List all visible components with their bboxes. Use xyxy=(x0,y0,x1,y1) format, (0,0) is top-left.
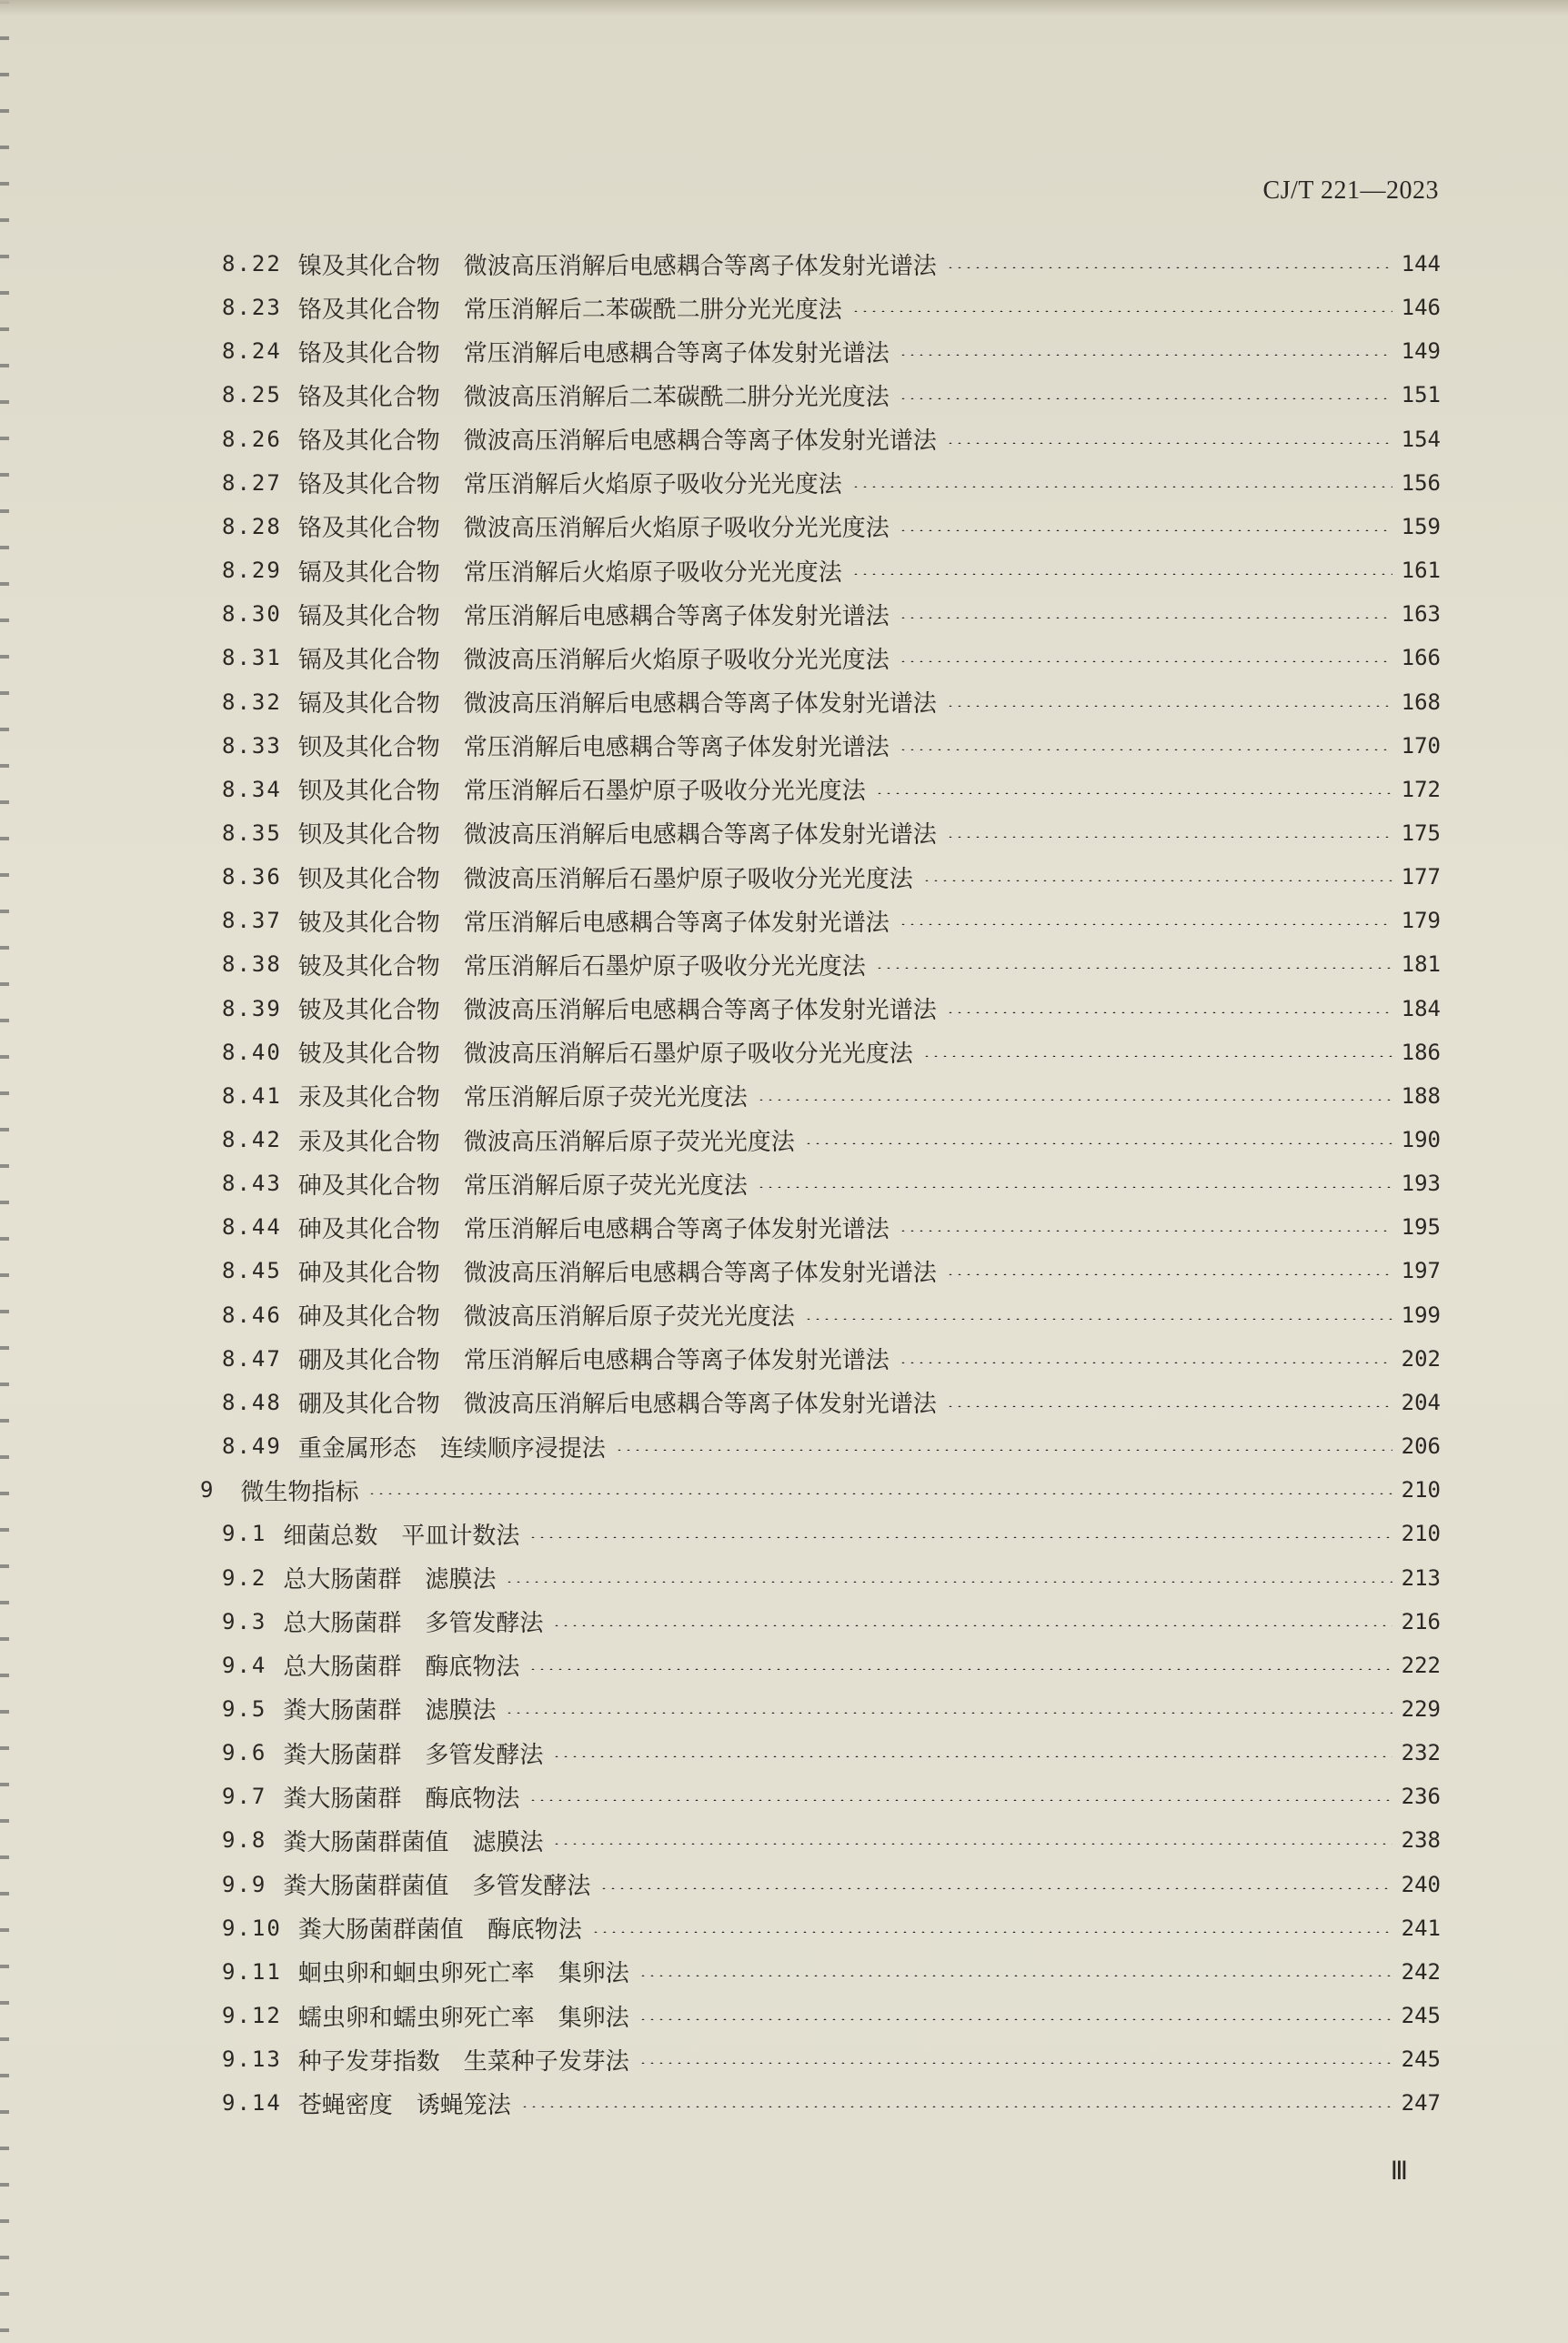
toc-dot-leader xyxy=(615,1449,1392,1451)
toc-entry-page: 149 xyxy=(1401,338,1441,365)
toc-entry-title: 粪大肠菌群菌值 多管发酵法 xyxy=(283,1873,591,1901)
toc-dot-leader xyxy=(851,573,1392,575)
toc-dot-leader xyxy=(528,1668,1392,1670)
toc-dot-leader xyxy=(552,1624,1392,1626)
toc-entry-title: 铬及其化合物 常压消解后电感耦合等离子体发射光谱法 xyxy=(297,339,890,367)
toc-entry-number: 8.23 xyxy=(222,295,282,321)
toc-entry-page: 213 xyxy=(1401,1564,1441,1591)
toc-entry-page: 159 xyxy=(1401,513,1441,539)
toc-entry-page: 144 xyxy=(1401,251,1441,277)
toc-entry[interactable] xyxy=(222,1384,1441,1421)
toc-entry-number: 9.6 xyxy=(222,1740,267,1766)
toc-dot-leader xyxy=(946,1011,1392,1013)
toc-entry-title: 硼及其化合物 微波高压消解后电感耦合等离子体发射光谱法 xyxy=(297,1391,937,1419)
toc-entry-number: 8.28 xyxy=(222,513,282,539)
toc-entry-page: 188 xyxy=(1401,1082,1441,1109)
toc-entry-title: 细菌总数 平皿计数法 xyxy=(283,1522,520,1550)
toc-entry-page: 238 xyxy=(1401,1827,1441,1854)
standard-code: CJ/T 221—2023 xyxy=(1262,176,1439,205)
toc-entry[interactable] xyxy=(222,596,1441,632)
toc-entry[interactable] xyxy=(200,1472,1441,1508)
toc-entry-page: 240 xyxy=(1401,1871,1441,1897)
toc-entry[interactable] xyxy=(222,902,1441,939)
toc-entry-number: 8.47 xyxy=(222,1345,282,1372)
toc-entry-number: 8.30 xyxy=(222,601,282,628)
toc-entry[interactable] xyxy=(222,246,1441,282)
toc-entry-page: 210 xyxy=(1401,1521,1441,1547)
toc-entry-title: 铍及其化合物 微波高压消解后石墨炉原子吸收分光光度法 xyxy=(297,1041,913,1069)
toc-entry-title: 微生物指标 xyxy=(240,1478,359,1506)
toc-dot-leader xyxy=(505,1712,1392,1714)
toc-entry[interactable] xyxy=(222,815,1441,851)
toc-dot-leader xyxy=(875,967,1392,969)
toc-entry-number: 8.36 xyxy=(222,864,282,890)
toc-entry[interactable] xyxy=(222,2041,1441,2077)
toc-dot-leader xyxy=(922,1055,1392,1057)
toc-entry-title: 砷及其化合物 常压消解后原子荧光光度法 xyxy=(297,1172,748,1200)
toc-entry[interactable] xyxy=(222,465,1441,501)
toc-entry-page: 163 xyxy=(1401,601,1441,628)
toc-entry-page: 216 xyxy=(1401,1608,1441,1634)
toc-entry[interactable] xyxy=(222,1822,1441,1858)
toc-entry-number: 8.29 xyxy=(222,558,282,584)
toc-entry-page: 168 xyxy=(1401,689,1441,715)
toc-dot-leader xyxy=(946,705,1392,707)
toc-entry-number: 8.25 xyxy=(222,382,282,408)
toc-entry-title: 铬及其化合物 微波高压消解后二苯碳酰二肼分光光度法 xyxy=(297,383,890,411)
toc-dot-leader xyxy=(367,1493,1392,1494)
toc-entry-title: 铍及其化合物 常压消解后石墨炉原子吸收分光光度法 xyxy=(297,952,866,980)
toc-dot-leader xyxy=(638,2062,1392,2064)
toc-dot-leader xyxy=(875,792,1392,794)
toc-entry-page: 184 xyxy=(1401,995,1441,1021)
toc-entry-page: 236 xyxy=(1401,1784,1441,1810)
toc-entry-title: 铍及其化合物 微波高压消解后电感耦合等离子体发射光谱法 xyxy=(297,997,937,1025)
toc-dot-leader xyxy=(946,1273,1392,1275)
toc-entry-page: 181 xyxy=(1401,951,1441,978)
toc-entry-page: 156 xyxy=(1401,469,1441,496)
toc-entry[interactable] xyxy=(222,946,1441,982)
toc-dot-leader xyxy=(599,1887,1392,1889)
toc-dot-leader xyxy=(899,354,1392,356)
toc-entry-number: 8.44 xyxy=(222,1214,282,1241)
toc-entry-page: 186 xyxy=(1401,1039,1441,1065)
toc-entry[interactable] xyxy=(222,859,1441,895)
toc-entry-number: 8.49 xyxy=(222,1433,282,1460)
toc-dot-leader xyxy=(552,1755,1392,1757)
toc-entry-page: 222 xyxy=(1401,1652,1441,1678)
toc-entry-title: 钡及其化合物 常压消解后石墨炉原子吸收分光光度法 xyxy=(297,778,866,806)
toc-entry-number: 9.1 xyxy=(222,1521,267,1547)
toc-entry[interactable] xyxy=(222,639,1441,676)
toc-entry-number: 8.22 xyxy=(222,251,282,277)
toc-dot-leader xyxy=(638,1975,1392,1976)
toc-entry[interactable] xyxy=(222,1866,1441,1903)
toc-entry-title: 总大肠菌群 酶底物法 xyxy=(283,1654,520,1682)
toc-entry[interactable] xyxy=(222,728,1441,764)
toc-dot-leader xyxy=(804,1318,1392,1320)
toc-entry-number: 8.33 xyxy=(222,732,282,759)
toc-entry-number: 8.41 xyxy=(222,1082,282,1109)
toc-entry-number: 8.32 xyxy=(222,689,282,715)
toc-dot-leader xyxy=(946,442,1392,444)
toc-entry-page: 245 xyxy=(1401,2003,1441,2028)
toc-entry-number: 8.38 xyxy=(222,951,282,978)
toc-entry-title: 汞及其化合物 常压消解后原子荧光光度法 xyxy=(297,1084,748,1112)
toc-dot-leader xyxy=(899,617,1392,618)
toc-entry[interactable] xyxy=(222,1778,1441,1815)
toc-entry-page: 172 xyxy=(1401,776,1441,802)
toc-entry-number: 8.39 xyxy=(222,995,282,1021)
toc-entry-page: 204 xyxy=(1401,1389,1441,1415)
toc-entry[interactable] xyxy=(222,2085,1441,2121)
toc-entry-page: 241 xyxy=(1401,1915,1441,1941)
toc-entry-number: 9.8 xyxy=(222,1827,267,1854)
toc-entry-title: 钡及其化合物 微波高压消解后电感耦合等离子体发射光谱法 xyxy=(297,821,937,850)
toc-entry-title: 砷及其化合物 微波高压消解后原子荧光光度法 xyxy=(297,1303,795,1332)
toc-entry-page: 232 xyxy=(1401,1740,1441,1766)
toc-entry[interactable] xyxy=(222,1954,1441,1990)
toc-entry[interactable] xyxy=(222,1910,1441,1946)
toc-dot-leader xyxy=(520,2106,1392,2107)
toc-entry-title: 镉及其化合物 微波高压消解后火焰原子吸收分光光度法 xyxy=(297,646,890,674)
toc-entry-number: 8.46 xyxy=(222,1302,282,1328)
toc-entry-title: 钡及其化合物 微波高压消解后石墨炉原子吸收分光光度法 xyxy=(297,865,913,893)
toc-entry-title: 蛔虫卵和蛔虫卵死亡率 集卵法 xyxy=(297,1960,629,1988)
toc-entry-page: 170 xyxy=(1401,732,1441,759)
toc-entry[interactable] xyxy=(222,1515,1441,1552)
toc-dot-leader xyxy=(804,1142,1392,1144)
toc-entry-page: 210 xyxy=(1401,1477,1441,1503)
toc-entry-number: 8.37 xyxy=(222,908,282,934)
toc-entry-page: 179 xyxy=(1401,908,1441,934)
toc-entry-title: 镉及其化合物 常压消解后火焰原子吸收分光光度法 xyxy=(297,558,842,587)
toc-entry-number: 8.34 xyxy=(222,776,282,802)
toc-dot-leader xyxy=(757,1099,1392,1101)
toc-entry[interactable] xyxy=(222,771,1441,808)
toc-entry-number: 8.24 xyxy=(222,338,282,365)
toc-entry-title: 镉及其化合物 常压消解后电感耦合等离子体发射光谱法 xyxy=(297,602,890,630)
toc-entry-number: 8.40 xyxy=(222,1039,282,1065)
toc-entry-page: 229 xyxy=(1401,1695,1441,1722)
toc-entry-title: 粪大肠菌群 酶底物法 xyxy=(283,1785,520,1813)
toc-entry[interactable] xyxy=(222,1297,1441,1333)
toc-dot-leader xyxy=(899,1230,1392,1232)
toc-entry-page: 166 xyxy=(1401,645,1441,671)
toc-entry-number: 8.43 xyxy=(222,1171,282,1197)
toc-entry-title: 砷及其化合物 微波高压消解后电感耦合等离子体发射光谱法 xyxy=(297,1259,937,1287)
toc-entry-number: 9.13 xyxy=(222,2046,282,2073)
toc-dot-leader xyxy=(552,1843,1392,1845)
toc-entry-number: 9.4 xyxy=(222,1652,267,1678)
toc-dot-leader xyxy=(851,310,1392,312)
toc-entry[interactable] xyxy=(222,1428,1441,1464)
toc-entry-title: 镉及其化合物 微波高压消解后电感耦合等离子体发射光谱法 xyxy=(297,690,937,718)
toc-entry[interactable] xyxy=(222,421,1441,458)
toc-dot-leader xyxy=(591,1931,1392,1933)
toc-entry-number: 8.45 xyxy=(222,1258,282,1284)
toc-entry-title: 汞及其化合物 微波高压消解后原子荧光光度法 xyxy=(297,1128,795,1156)
toc-entry-number: 9.9 xyxy=(222,1871,267,1897)
toc-entry[interactable] xyxy=(222,990,1441,1027)
toc-dot-leader xyxy=(528,1536,1392,1538)
toc-entry-page: 154 xyxy=(1401,426,1441,452)
toc-entry[interactable] xyxy=(222,1078,1441,1114)
toc-entry-title: 铬及其化合物 微波高压消解后电感耦合等离子体发射光谱法 xyxy=(297,427,937,456)
toc-entry[interactable] xyxy=(222,1165,1441,1202)
toc-entry-number: 8.35 xyxy=(222,820,282,846)
toc-dot-leader xyxy=(946,266,1392,268)
toc-entry-title: 粪大肠菌群 滤膜法 xyxy=(283,1697,497,1725)
toc-entry-number: 9.12 xyxy=(222,2003,282,2028)
toc-dot-leader xyxy=(638,2018,1392,2020)
toc-entry[interactable] xyxy=(222,1691,1441,1727)
toc-entry-title: 砷及其化合物 常压消解后电感耦合等离子体发射光谱法 xyxy=(297,1215,890,1243)
toc-entry-title: 蠕虫卵和蠕虫卵死亡率 集卵法 xyxy=(297,2004,629,2032)
toc-entry-title: 苍蝇密度 诱蝇笼法 xyxy=(297,2091,511,2119)
toc-entry[interactable] xyxy=(222,1604,1441,1640)
toc-entry-title: 粪大肠菌群菌值 酶底物法 xyxy=(297,1916,582,1945)
toc-entry-number: 8.31 xyxy=(222,645,282,671)
toc-entry-page: 151 xyxy=(1401,382,1441,408)
toc-entry-number: 9.10 xyxy=(222,1915,282,1941)
toc-entry[interactable] xyxy=(222,684,1441,720)
toc-entry-page: 197 xyxy=(1401,1258,1441,1284)
toc-entry[interactable] xyxy=(222,1735,1441,1771)
page-number: Ⅲ xyxy=(1390,2157,1406,2186)
toc-entry-page: 195 xyxy=(1401,1214,1441,1241)
toc-entry-page: 247 xyxy=(1401,2090,1441,2117)
scan-shadow xyxy=(0,0,1568,16)
toc-entry-page: 245 xyxy=(1401,2046,1441,2073)
toc-dot-leader xyxy=(757,1186,1392,1188)
toc-entry-page: 175 xyxy=(1401,820,1441,846)
toc-dot-leader xyxy=(899,749,1392,750)
toc-entry[interactable] xyxy=(222,1647,1441,1684)
toc-dot-leader xyxy=(505,1581,1392,1583)
toc-entry-number: 8.26 xyxy=(222,426,282,452)
toc-entry-number: 9.7 xyxy=(222,1784,267,1810)
toc-entry[interactable] xyxy=(222,289,1441,326)
toc-entry[interactable] xyxy=(222,377,1441,413)
toc-entry-page: 202 xyxy=(1401,1345,1441,1372)
toc-entry-number: 9.11 xyxy=(222,1958,282,1985)
toc-entry[interactable] xyxy=(222,1997,1441,2034)
toc-entry-page: 242 xyxy=(1401,1958,1441,1985)
toc-entry-title: 总大肠菌群 滤膜法 xyxy=(283,1566,497,1594)
toc-entry-title: 镍及其化合物 微波高压消解后电感耦合等离子体发射光谱法 xyxy=(297,252,937,280)
toc-entry-number: 9.3 xyxy=(222,1608,267,1634)
toc-entry[interactable] xyxy=(222,1034,1441,1071)
toc-dot-leader xyxy=(922,880,1392,881)
toc-entry-page: 193 xyxy=(1401,1171,1441,1197)
toc-dot-leader xyxy=(899,529,1392,531)
toc-entry-title: 总大肠菌群 多管发酵法 xyxy=(283,1610,544,1638)
toc-entry-page: 177 xyxy=(1401,864,1441,890)
toc-entry-number: 9.2 xyxy=(222,1564,267,1591)
toc-entry-title: 钡及其化合物 常压消解后电感耦合等离子体发射光谱法 xyxy=(297,734,890,762)
toc-entry[interactable] xyxy=(222,1560,1441,1596)
toc-entry-title: 种子发芽指数 生菜种子发芽法 xyxy=(297,2047,629,2076)
toc-entry-number: 9.5 xyxy=(222,1695,267,1722)
toc-entry-title: 铬及其化合物 常压消解后二苯碳酰二肼分光光度法 xyxy=(297,296,842,324)
toc-entry-title: 粪大肠菌群菌值 滤膜法 xyxy=(283,1828,544,1856)
toc-dot-leader xyxy=(899,923,1392,925)
toc-entry[interactable] xyxy=(222,333,1441,369)
toc-entry-number: 9 xyxy=(200,1477,216,1503)
toc-entry-number: 8.27 xyxy=(222,469,282,496)
toc-entry-title: 粪大肠菌群 多管发酵法 xyxy=(283,1741,544,1769)
toc-entry-page: 190 xyxy=(1401,1127,1441,1152)
toc-dot-leader xyxy=(851,486,1392,488)
toc-entry-page: 146 xyxy=(1401,295,1441,321)
toc-entry[interactable] xyxy=(222,508,1441,545)
toc-entry[interactable] xyxy=(222,1121,1441,1158)
toc-entry-title: 重金属形态 连续顺序浸提法 xyxy=(297,1434,606,1463)
toc-entry-title: 铍及其化合物 常压消解后电感耦合等离子体发射光谱法 xyxy=(297,909,890,937)
toc-entry-page: 199 xyxy=(1401,1302,1441,1328)
toc-entry-title: 硼及其化合物 常压消解后电感耦合等离子体发射光谱法 xyxy=(297,1347,890,1375)
toc-entry-title: 铬及其化合物 常压消解后火焰原子吸收分光光度法 xyxy=(297,471,842,499)
toc-entry-number: 8.48 xyxy=(222,1389,282,1415)
toc-dot-leader xyxy=(899,1362,1392,1363)
toc-dot-leader xyxy=(899,660,1392,662)
toc-entry[interactable] xyxy=(222,552,1441,588)
toc-dot-leader xyxy=(946,1405,1392,1407)
toc-entry[interactable] xyxy=(222,1252,1441,1289)
toc-entry[interactable] xyxy=(222,1209,1441,1245)
toc-dot-leader xyxy=(528,1799,1392,1801)
toc-entry-page: 206 xyxy=(1401,1433,1441,1460)
toc-entry-number: 9.14 xyxy=(222,2090,282,2117)
toc-entry-page: 161 xyxy=(1401,558,1441,584)
toc-dot-leader xyxy=(899,397,1392,399)
toc-entry-number: 8.42 xyxy=(222,1127,282,1152)
toc-entry-title: 铬及其化合物 微波高压消解后火焰原子吸收分光光度法 xyxy=(297,515,890,543)
toc-dot-leader xyxy=(946,836,1392,838)
toc-entry[interactable] xyxy=(222,1341,1441,1377)
